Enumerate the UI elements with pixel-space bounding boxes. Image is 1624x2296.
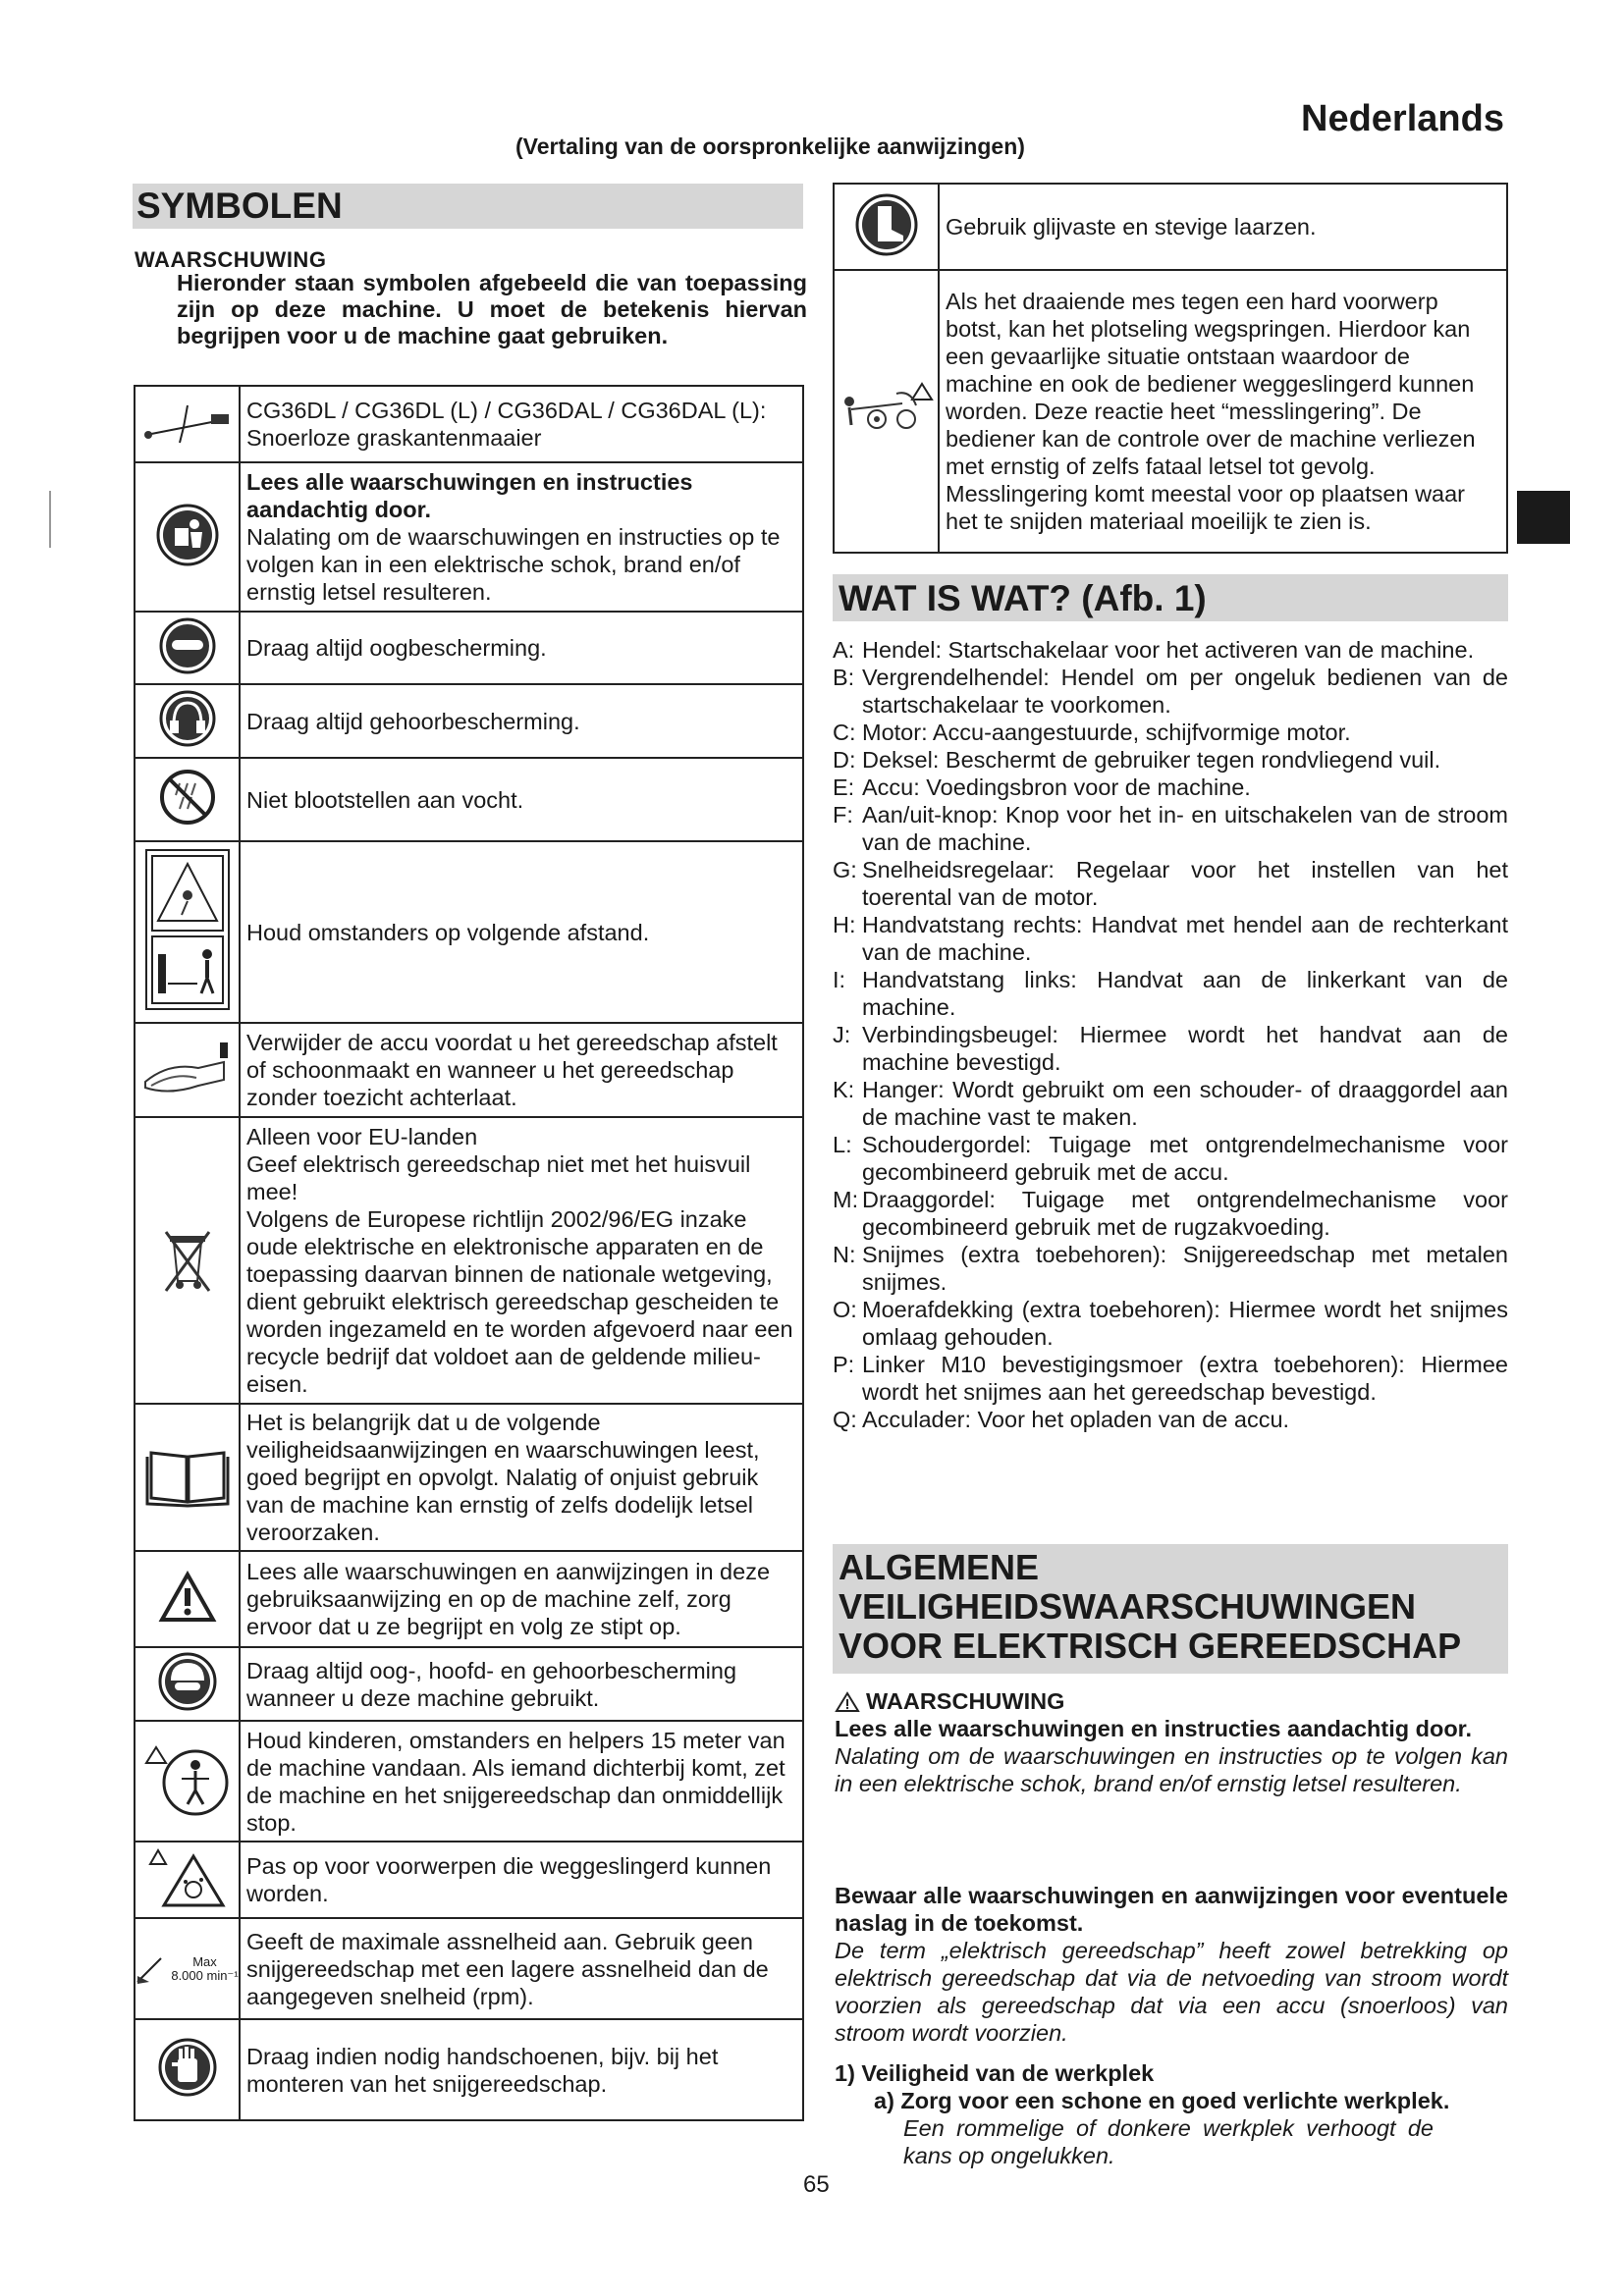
symbol-row-text: CG36DL / CG36DL (L) / CG36DAL / CG36DAL (L): Snoerloze graskantenmaaier	[240, 386, 803, 462]
symbol-row	[135, 684, 803, 758]
symbol-row	[135, 1117, 803, 1404]
symbol-row-text: Draag altijd oog-, hoofd- en gehoorbescherming wanneer u deze machine gebruikt.	[240, 1647, 803, 1721]
list-item: K: Hanger: Wordt gebruikt om een schouder- of draaggordel aan de machine vast te maken.	[833, 1077, 1508, 1130]
warning-icon	[835, 1691, 860, 1713]
head-protection-icon	[135, 1647, 240, 1721]
symbol-row-text: Als het draaiende mes tegen een hard voorwerp botst, kan het plotseling wegspringen. Hierdoor kan een gevaarlijke situatie ontstaan waardoor de machine en ook de bediener weggeslingerd kunnen worden. Deze reactie heet “messlingering”. De bediener kan de controle over de machine verliezen met ernstig of zelfs fataal letsel tot gevolg. Messlingering komt meestal voor op plaatsen waar het te snijden materiaal moeilijk te zien is.	[939, 270, 1507, 553]
thrown-objects-icon	[135, 1842, 240, 1918]
boots-icon	[834, 184, 939, 270]
symbol-row	[135, 462, 803, 612]
list-item: I: Handvatstang links: Handvat aan de linkerkant van de machine.	[833, 967, 1508, 1020]
weee-bin-icon	[135, 1117, 240, 1404]
symbol-row	[135, 612, 803, 684]
symbol-row-text: Draag altijd oogbescherming.	[240, 612, 803, 684]
list-item: F: Aan/uit-knop: Knop voor het in- en uitschakelen van de stroom van de machine.	[833, 802, 1508, 855]
ear-protection-icon	[135, 684, 240, 758]
symbol-row-text: Verwijder de accu voordat u het gereedschap afstelt of schoonmaakt en wanneer u het gereedschap zonder toezicht achterlaat.	[240, 1023, 803, 1117]
symbol-row-text: Lees alle waarschuwingen en aanwijzingen in deze gebruiksaanwijzing en op de machine zelf, zorg ervoor dat u ze begrijpt en volg ze stipt op.	[240, 1551, 803, 1647]
symbols-table-right	[833, 183, 1508, 554]
algemene-italic-1: Nalating om de waarschuwingen en instructies op te volgen kan in een elektrische schok, brand en/of ernstig letsel resulteren.	[835, 1743, 1508, 1796]
symbol-row-text: Draag indien nodig handschoenen, bijv. bij het monteren van het snijgereedschap.	[240, 2019, 803, 2120]
max-speed-icon	[135, 1918, 240, 2019]
symbol-row-bold: Lees alle waarschuwingen en instructies aandachtig door.	[246, 469, 693, 522]
translation-subtitle: (Vertaling van de oorspronkelijke aanwijzingen)	[515, 133, 1025, 159]
wat-is-wat-heading: WAT IS WAT? (Afb. 1)	[833, 574, 1508, 621]
remove-battery-icon	[135, 1023, 240, 1117]
algemene-block-2	[835, 1882, 1508, 2047]
section-tab-marker	[1517, 491, 1570, 544]
read-manual-icon	[135, 462, 240, 612]
subsection-title: 1) Veiligheid van de werkplek	[835, 2060, 1155, 2086]
symbol-row	[135, 1551, 803, 1647]
kickback-icon	[834, 270, 939, 553]
no-rain-icon	[135, 758, 240, 841]
parts-list	[833, 636, 1508, 1433]
symbol-row-text: Gebruik glijvaste en stevige laarzen.	[939, 184, 1507, 270]
max-speed-label: Max 8.000 min⁻¹	[171, 1953, 239, 1983]
bystander-distance-icon	[135, 841, 240, 1023]
list-item: H: Handvatstang rechts: Handvat met hendel aan de rechterkant van de machine.	[833, 912, 1508, 965]
algemene-bold-1: Lees alle waarschuwingen en instructies aandachtig door.	[835, 1716, 1473, 1741]
symbol-row	[135, 386, 803, 462]
symbolen-warning-head: WAARSCHUWING	[135, 247, 327, 272]
list-item: A: Hendel: Startschakelaar voor het activeren van de machine.	[833, 637, 1475, 663]
list-item: O: Moerafdekking (extra toebehoren): Hiermee wordt het snijmes omlaag gehouden.	[833, 1297, 1508, 1350]
symbol-row-text: Alleen voor EU-landen Geef elektrisch gereedschap niet met het huisvuil mee! Volgens de Europese richtlijn 2002/96/EG inzake oude elektrische en elektronische apparaten en de toepassing daarvan binnen de nationale wetgeving, dient gebruikt elektrisch gereedschap gescheiden te worden ingezameld en te worden afgevoerd naar een recycle bedrijf dat voldoet aan de geldende milieu-eisen.	[240, 1117, 803, 1404]
symbol-row	[135, 1918, 803, 2019]
list-item: E: Accu: Voedingsbron voor de machine.	[833, 774, 1251, 800]
symbol-row	[135, 1404, 803, 1551]
margin-mark	[49, 491, 51, 548]
symbol-row	[834, 270, 1507, 553]
symbol-row-text: Houd kinderen, omstanders en helpers 15 meter van de machine vandaan. Als iemand dichterbij komt, zet de machine en het snijgereedschap dan onmiddellijk stop.	[240, 1721, 803, 1842]
symbols-table	[134, 385, 804, 2121]
algemene-warning-head: WAARSCHUWING	[835, 1688, 1064, 1715]
list-item: B: Vergrendelhendel: Hendel om per ongeluk bedienen van de startschakelaar te voorkomen.	[833, 665, 1508, 718]
list-item: L: Schoudergordel: Tuigage met ontgrendelmechanisme voor gecombineerd gebruik met de accu.	[833, 1132, 1508, 1185]
symbol-row	[834, 184, 1507, 270]
workplace-safety-section	[835, 2059, 1508, 2169]
keep-away-15m-icon	[135, 1721, 240, 1842]
list-item: N: Snijmes (extra toebehoren): Snijgereedschap met metalen snijmes.	[833, 1242, 1508, 1295]
list-item: M: Draaggordel: Tuigage met ontgrendelmechanisme voor gecombineerd gebruik met de rugzakvoeding.	[833, 1187, 1508, 1240]
symbol-row-text: Houd omstanders op volgende afstand.	[240, 841, 803, 1023]
language-label: Nederlands	[1301, 98, 1504, 139]
subsection-item-a: a) Zorg voor een schone en goed verlichte werkplek.	[874, 2088, 1450, 2113]
symbol-row-text: Het is belangrijk dat u de volgende veiligheidsaanwijzingen en waarschuwingen leest, goed begrijpt en opvolgt. Nalatig of onjuist gebruik van de machine kan ernstig of zelfs dodelijk letsel veroorzaken.	[240, 1404, 803, 1551]
symbol-row	[135, 1647, 803, 1721]
symbol-row-text: Pas op voor voorwerpen die weggeslingerd kunnen worden.	[240, 1842, 803, 1918]
subsection-item-a-text: Een rommelige of donkere werkplek verhoogt de kans op ongelukken.	[903, 2115, 1434, 2168]
gloves-icon	[135, 2019, 240, 2120]
algemene-italic-2: De term „elektrisch gereedschap” heeft zowel betrekking op elektrisch gereedschap dat via de netvoeding van stroom wordt voorzien als gereedschap dat via een accu (snoerloos) van stroom wordt voorzien.	[835, 1938, 1508, 2046]
symbol-row	[135, 1721, 803, 1842]
list-item: C: Motor: Accu-aangestuurde, schijfvormige motor.	[833, 720, 1351, 745]
symbol-row	[135, 841, 803, 1023]
page-number: 65	[803, 2171, 830, 2198]
symbolen-heading: SYMBOLEN	[133, 184, 803, 229]
symbol-row	[135, 2019, 803, 2120]
algemene-bold-2: Bewaar alle waarschuwingen en aanwijzingen voor eventuele naslag in de toekomst.	[835, 1883, 1508, 1936]
warning-triangle-icon	[135, 1551, 240, 1647]
open-book-icon	[135, 1404, 240, 1551]
list-item: J: Verbindingsbeugel: Hiermee wordt het handvat aan de machine bevestigd.	[833, 1022, 1508, 1075]
list-item: D: Deksel: Beschermt de gebruiker tegen rondvliegend vuil.	[833, 747, 1441, 773]
symbol-row-text: Niet blootstellen aan vocht.	[240, 758, 803, 841]
eye-protection-icon	[135, 612, 240, 684]
symbolen-intro: Hieronder staan symbolen afgebeeld die van toepassing zijn op deze machine. U moet de betekenis hiervan begrijpen voor u de machine gaat gebruiken.	[177, 270, 807, 348]
list-item: P: Linker M10 bevestigingsmoer (extra toebehoren): Hiermee wordt het snijmes aan het gereedschap bevestigd.	[833, 1352, 1508, 1405]
list-item: G: Snelheidsregelaar: Regelaar voor het instellen van het toerental van de motor.	[833, 857, 1508, 910]
blade-icon	[135, 1952, 169, 1986]
symbol-row-text: Geeft de maximale assnelheid aan. Gebruik geen snijgereedschap met een lagere assnelheid dan de aangegeven snelheid (rpm).	[240, 1918, 803, 2019]
list-item: Q: Acculader: Voor het opladen van de accu.	[833, 1407, 1290, 1432]
symbol-row-text: Lees alle waarschuwingen en instructies aandachtig door. Nalating om de waarschuwingen en instructies op te volgen kan in een elektrische schok, brand en/of ernstig letsel resulteren.	[240, 462, 803, 612]
trimmer-icon	[135, 386, 240, 462]
symbol-row	[135, 1842, 803, 1918]
symbol-row-text: Draag altijd gehoorbescherming.	[240, 684, 803, 758]
symbol-row	[135, 758, 803, 841]
algemene-heading: ALGEMENE VEILIGHEIDSWAARSCHUWINGEN VOOR ELEKTRISCH GEREEDSCHAP	[833, 1544, 1508, 1674]
symbol-row	[135, 1023, 803, 1117]
algemene-block-1	[835, 1715, 1508, 1797]
